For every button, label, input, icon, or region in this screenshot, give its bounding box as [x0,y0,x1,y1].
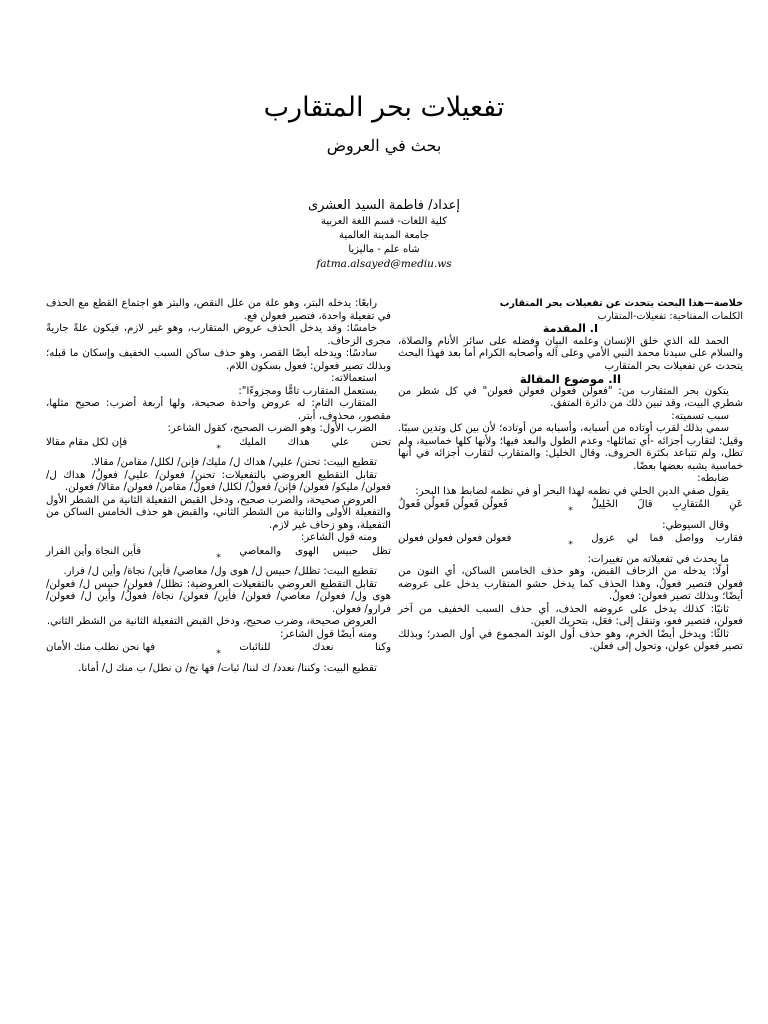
verse [46,437,391,456]
paragraph: يتكون بحر المتقارب من: "فعولن فعولن فعولن فعولن" في كل شطر من شطري البيت، وقد تبين ذلك من دائرة المتفق. [398,385,743,409]
paragraph: ثانيًا: كذلك يدخل على عروضه الحذف، أي حذف السبب الخفيف من آخر فعولن، فتصير فعو، وتنقل إلى: فعَل، بتحريك العين. [398,603,743,627]
verse-separator: * [216,443,221,454]
paragraph: خامسًا: وقد يدخل الحذف عروض المتقارب، وهو غير لازم، فيكون علةً جاريةً مجرى الزحاف. [46,323,391,347]
verse-first-hemistich: تظل حبيس الهوى والمعاصي [239,545,391,557]
verse-first-hemistich: تحنن علي هداك المليك [239,436,391,448]
verse-second-hemistich: فعولن فعولن فعولن فعولن [398,533,512,544]
verse-separator: * [216,552,221,563]
paragraph: ثالثًا: ويدخل أيضًا الخرم، وهو حذف أول الوتد المجموع في أول الصدر؛ وبذلك تصير فعولن عولن، وتحول إلى فعلن. [398,628,743,652]
paragraph: يقول صفي الدين الحلي في نظمه لهذا البحر أو في نظمه لضابط هذا البحر: [415,485,729,497]
paragraph: تقابل التقطيع العروضي بالتفعيلات العروضية: تظلل/ فعولن/ حبيس ل/ فعولن/ هوى ول/ فعولن/ معاصي/ فعولن/ فأين/ فعولن/ نجاة/ فعولُ/ وأين ل/ فعولن/ فرارو/ فعولن. [46,578,391,615]
paragraph: أولًا: يدخله من الزحاف القبض، وهو حذف الخامس الساكن، أي النون من فعولن فتصير فعولُ، وهذا الحذف كما يدخل حشو المتقارب يدخل على عروضه أيضًا؛ وبذلك تصير فعولن: فعولُ. [398,566,743,602]
verse-second-hemistich: فها نحن نطلب منك الأمان [46,642,156,653]
verse-separator: * [216,649,221,659]
label: وقال السيوطي: [662,519,729,531]
verse-first-hemistich: فقارب وواصل فما لي عزول [591,533,743,544]
paragraph: سادسًا: ويدخله أيضًا القصر، وهو حذف ساكن السبب الخفيف وإسكان ما قبله؛ وبذلك تصير فعولن: فعول بسكون اللام. [46,348,391,372]
verse [46,546,391,565]
verse-first-hemistich: وكنا نعدك للنائبات [239,642,391,653]
author-block [0,197,768,272]
verse-first-hemistich: عَنِ المُتقارِبِ قالَ الخَلِيلُ [591,499,743,510]
left-column [46,298,391,675]
verse-second-hemistich: فأين النجاة وأين الفرار [46,545,142,557]
paragraph: العروض صحيحة، والضرب صحيح، ودخل القبض التفعيلة الثانية من الشطر الأول والتفعيلة الأولى والثانية من الشطر الثاني، والقبض هو حذف الخامس الساكن من التفعيلة، وهو زحاف غير لازم. [46,494,391,531]
paragraph: تقطيع البيت: تحنن/ عليي/ هداك ل/ مليك/ فإنن/ لكلل/ مقامن/ مقالا. [91,457,377,468]
section-heading-introduction: I. المقدمة [542,322,599,335]
keywords: الكلمات المفتاحية: تفعيلات-المتقارب [597,310,743,322]
affiliation-location: شاه علم - ماليزيا [348,244,420,255]
verse-separator: * [568,540,573,550]
section-heading-topic: II. موضوع المقالة [519,372,622,386]
paper-subtitle: بحث في العروض [326,136,442,155]
label: ما يحدث في تفعيلاته من تغييرات: [587,553,729,565]
label: سبب تسميته: [671,410,729,422]
affiliation-department: كلية اللغات- قسم اللغة العربية [321,216,447,227]
verse [398,499,743,518]
label: استعمالاته: [331,373,377,384]
verse [398,533,743,552]
paragraph: الضرب الأول: وهو الضرب الصحيح، كقول الشاعر: [167,423,377,434]
paragraph: العروض صحيحة، وضرب صحيح، ودخل القبض التفعيلة الثانية من الشطر الثاني. [46,616,377,627]
verse-second-hemistich: فإن لكل مقام مقالا [46,436,128,448]
right-column [398,298,743,654]
paper-title: تفعيلات بحر المتقارب [263,92,505,123]
paragraph: رابعًا: يدخله البتر، وهو علة من علل النقص، والبتر هو اجتماع القطع مع الحذف في تفعيلة واحدة، فتصير فعولن فع. [46,298,391,322]
verse-separator: * [568,506,573,516]
label: ومنه أيضًا قول الشاعر: [279,628,377,640]
abstract: خلاصة—هذا البحث يتحدث عن تفعيلات بحر المتقارب [499,298,743,309]
label: ضابطه: [697,473,729,484]
paragraph: تقطيع البيت: وكننا/ نعدد/ ك لننا/ ئبات/ فها نح/ ن نطل/ ب منك ل/ أمانا. [78,662,377,674]
verse-second-hemistich: فَعولُن فَعولُن فَعولُن فَعولُ [398,499,508,510]
paragraph: تقابل التقطيع العروضي بالتفعيلات: تحنن/ فعولن/ عليي/ فعولُ/ هداك ل/ فعولن/ مليكو/ فعولن/ فإنن/ فعولُ/ لكلل/ فعولُ/ مقامن/ فعولن/ مقالا/ فعولن. [46,469,391,493]
paragraph: تقطيع البيت: تظلل/ حبيس ل/ هوى ول/ معاصي/ فأين/ نجاة/ وأين ل/ فرار. [63,566,377,577]
author-name: إعداد/ فاطمة السيد العشرى [307,198,461,213]
affiliation-university: جامعة المدينة العالمية [338,230,430,241]
intro-paragraph: الحمد لله الذي خلق الإنسان وعلمه البيان وفضله على سائر الأنام والصلاة، والسلام على سيدنا محمد النبي الأمي وعلى آله وأصحابه الكرام أما بعد فهذا البحث يتحدث عن تفعيلات بحر المتقارب [398,335,743,372]
label: ومنه قول الشاعر: [300,532,377,543]
paragraph: المتقارب التام: له عروض واحدة صحيحة، ولها أربعة أضرب: صحيح مثلها، مقصور، محذوف، أبتر. [46,398,391,422]
paragraph: يستعمل المتقارب تامًّا ومجزوءًا": [238,385,377,397]
paragraph: سمي بذلك لقرب أوتاده من أسبابه، وأسبابه من أوتاده؛ لأن بين كل وتدين سببًا. وقيل: لتقارب أجزائه -أي تماثلها- وعدم الطول والبعد فيها؛ ولأنها كلها خماسية، ولم تطل، ولم تتباعد بكثرة الحروف. وقال الخليل: والمتقارب لتقارب أجزائه في أنها خماسية يشبه بعضها بعضًا. [398,423,743,472]
verse [46,642,391,661]
author-email[interactable]: fatma.alsayed@mediu.ws [316,258,452,270]
